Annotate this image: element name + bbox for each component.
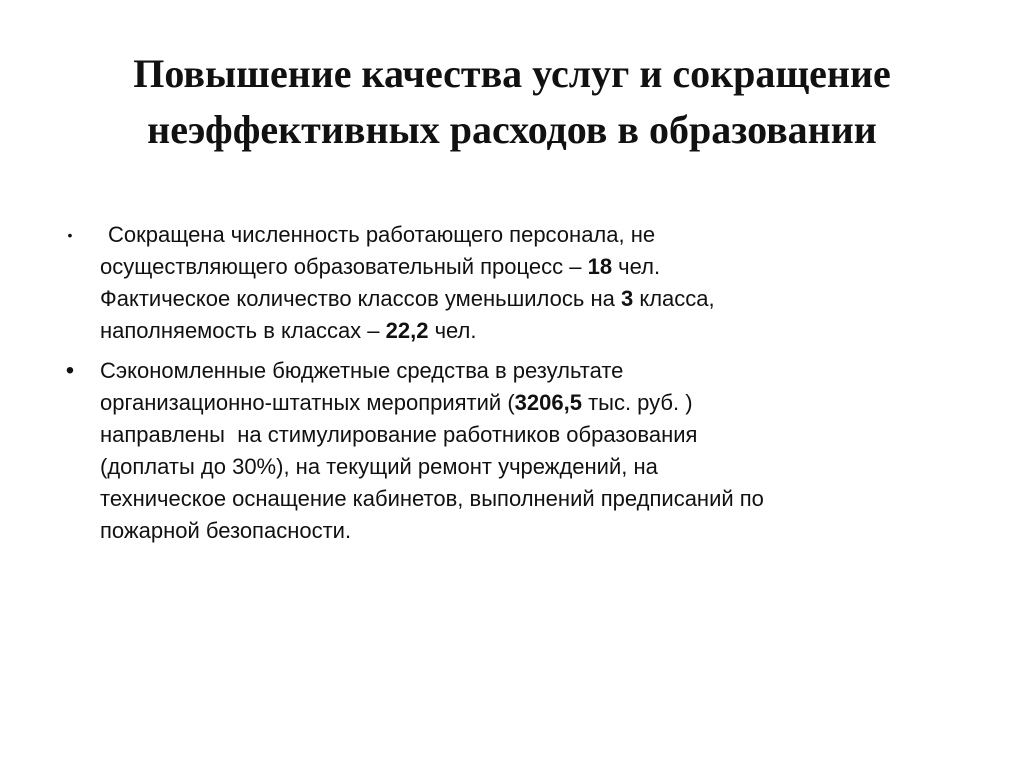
highlight-number: 3206,5 bbox=[514, 390, 582, 415]
highlight-number: 3 bbox=[620, 286, 634, 311]
bullet-item-budget-savings bbox=[60, 355, 980, 547]
bullet-item-staff-reduction bbox=[60, 219, 980, 347]
text-run: класса, bbox=[633, 286, 715, 311]
text-run: наполняемость в классах – bbox=[100, 318, 386, 343]
bullet-line bbox=[100, 355, 980, 387]
bullet-line bbox=[100, 483, 980, 515]
text-run: организационно-штатных мероприятий ( bbox=[100, 390, 515, 415]
text-run: Сэкономленные бюджетные средства в результате bbox=[100, 358, 624, 383]
text-run: техническое оснащение кабинетов, выполнений предписаний по bbox=[100, 486, 764, 511]
text-run: осуществляющего образовательный процесс – bbox=[100, 254, 588, 279]
bullet-line bbox=[100, 451, 980, 483]
bullet-marker: • bbox=[65, 357, 75, 384]
highlight-number: 18 bbox=[587, 254, 613, 279]
text-run: направлены на стимулирование работников образования bbox=[100, 422, 698, 447]
highlight-number: 22,2 bbox=[385, 318, 429, 343]
bullet-line bbox=[100, 419, 980, 451]
text-run: (доплаты до 30%), на текущий ремонт учреждений, на bbox=[100, 454, 658, 479]
bullet-line bbox=[100, 315, 980, 347]
bullet-line bbox=[100, 251, 980, 283]
bullet-line bbox=[100, 283, 980, 315]
bullet-marker: • bbox=[67, 227, 73, 243]
text-run: Сокращена численность работающего персонала, не bbox=[108, 222, 656, 247]
bullet-line bbox=[100, 515, 980, 547]
text-run: чел. bbox=[428, 318, 477, 343]
slide-title bbox=[40, 46, 984, 158]
slide-title-line-2: неэффективных расходов в образовании bbox=[147, 107, 877, 152]
bullet-line bbox=[100, 219, 980, 251]
bullet-line bbox=[100, 387, 980, 419]
text-run: Фактическое количество классов уменьшилось на bbox=[100, 286, 621, 311]
text-run: чел. bbox=[612, 254, 661, 279]
bullet-list bbox=[60, 219, 980, 555]
text-run: пожарной безопасности. bbox=[100, 518, 352, 543]
slide-title-line-1: Повышение качества услуг и сокращение bbox=[133, 51, 891, 96]
text-run: тыс. руб. ) bbox=[581, 390, 693, 415]
